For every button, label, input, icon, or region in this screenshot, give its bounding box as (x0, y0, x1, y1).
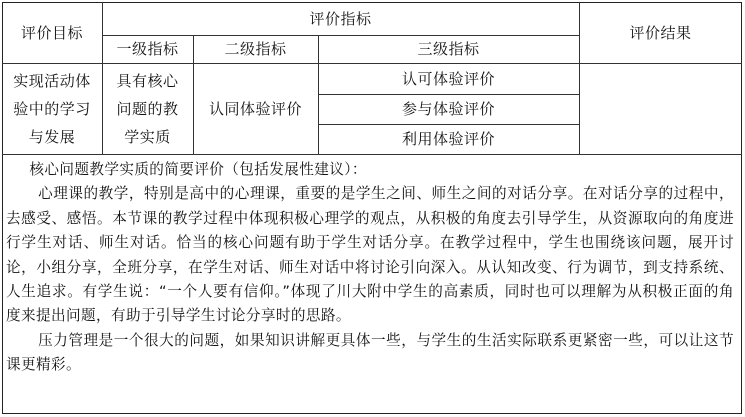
header-level3: 三级指标 (417, 40, 480, 58)
header-level1: 一级指标 (116, 40, 179, 58)
level1-line: 具有核心 (116, 71, 179, 90)
level3-item: 认可体验评价 (401, 69, 495, 88)
target-line: 与发展 (28, 127, 76, 146)
comment-paragraph: 压力管理是一个很大的问题，如果知识讲解更具体一些，与学生的生活实际联系更紧密一些，可以让这节课更精彩。 (6, 331, 734, 374)
target-cell (2, 63, 102, 154)
level2-cell: 认同体验评价 (208, 99, 302, 118)
comment-heading: 核心问题教学实质的简要评价（包括发展性建议）： (29, 161, 367, 178)
target-line: 实现活动体 (13, 71, 91, 90)
result-cell (579, 63, 742, 154)
divider-line (2, 154, 742, 155)
target-line: 验中的学习 (13, 99, 91, 118)
level1-line: 学实质 (124, 127, 171, 146)
level3-item: 参与体验评价 (401, 100, 495, 118)
header-level2: 二级指标 (224, 40, 287, 58)
comment-paragraph: 心理课的教学，特别是高中的心理课，重要的是学生之间、师生之间的对话分享。在对话分享的过程中，去感受、感悟。本节课的教学过程中体现积极心理学的观点，从积极的角度去引导学生，从资源取向的角度进行学生对话、师生对话。恰当的核心问题有助于学生对话分享。在教学过程中，学生也围绕该问题，展开讨论，小组分享，全班分享，在学生对话、师生对话中将讨论引向深入。从认知改变、行为调节，到支持系统、人生追求。有学生说：“一个人要有信仰。”体现了川大附中学生的高素质，同时也可以理解为从积极正面的角度来提出问题，有助于引导学生讨论分享时的思路。 (6, 185, 734, 325)
header-indicator: 评价指标 (309, 9, 372, 28)
level1-line: 问题的教 (116, 99, 179, 118)
header-target: 评价目标 (20, 23, 83, 42)
level1-cell (102, 63, 193, 154)
level3-item: 利用体验评价 (401, 130, 495, 148)
comment-section (6, 158, 734, 378)
header-result: 评价结果 (629, 23, 692, 42)
